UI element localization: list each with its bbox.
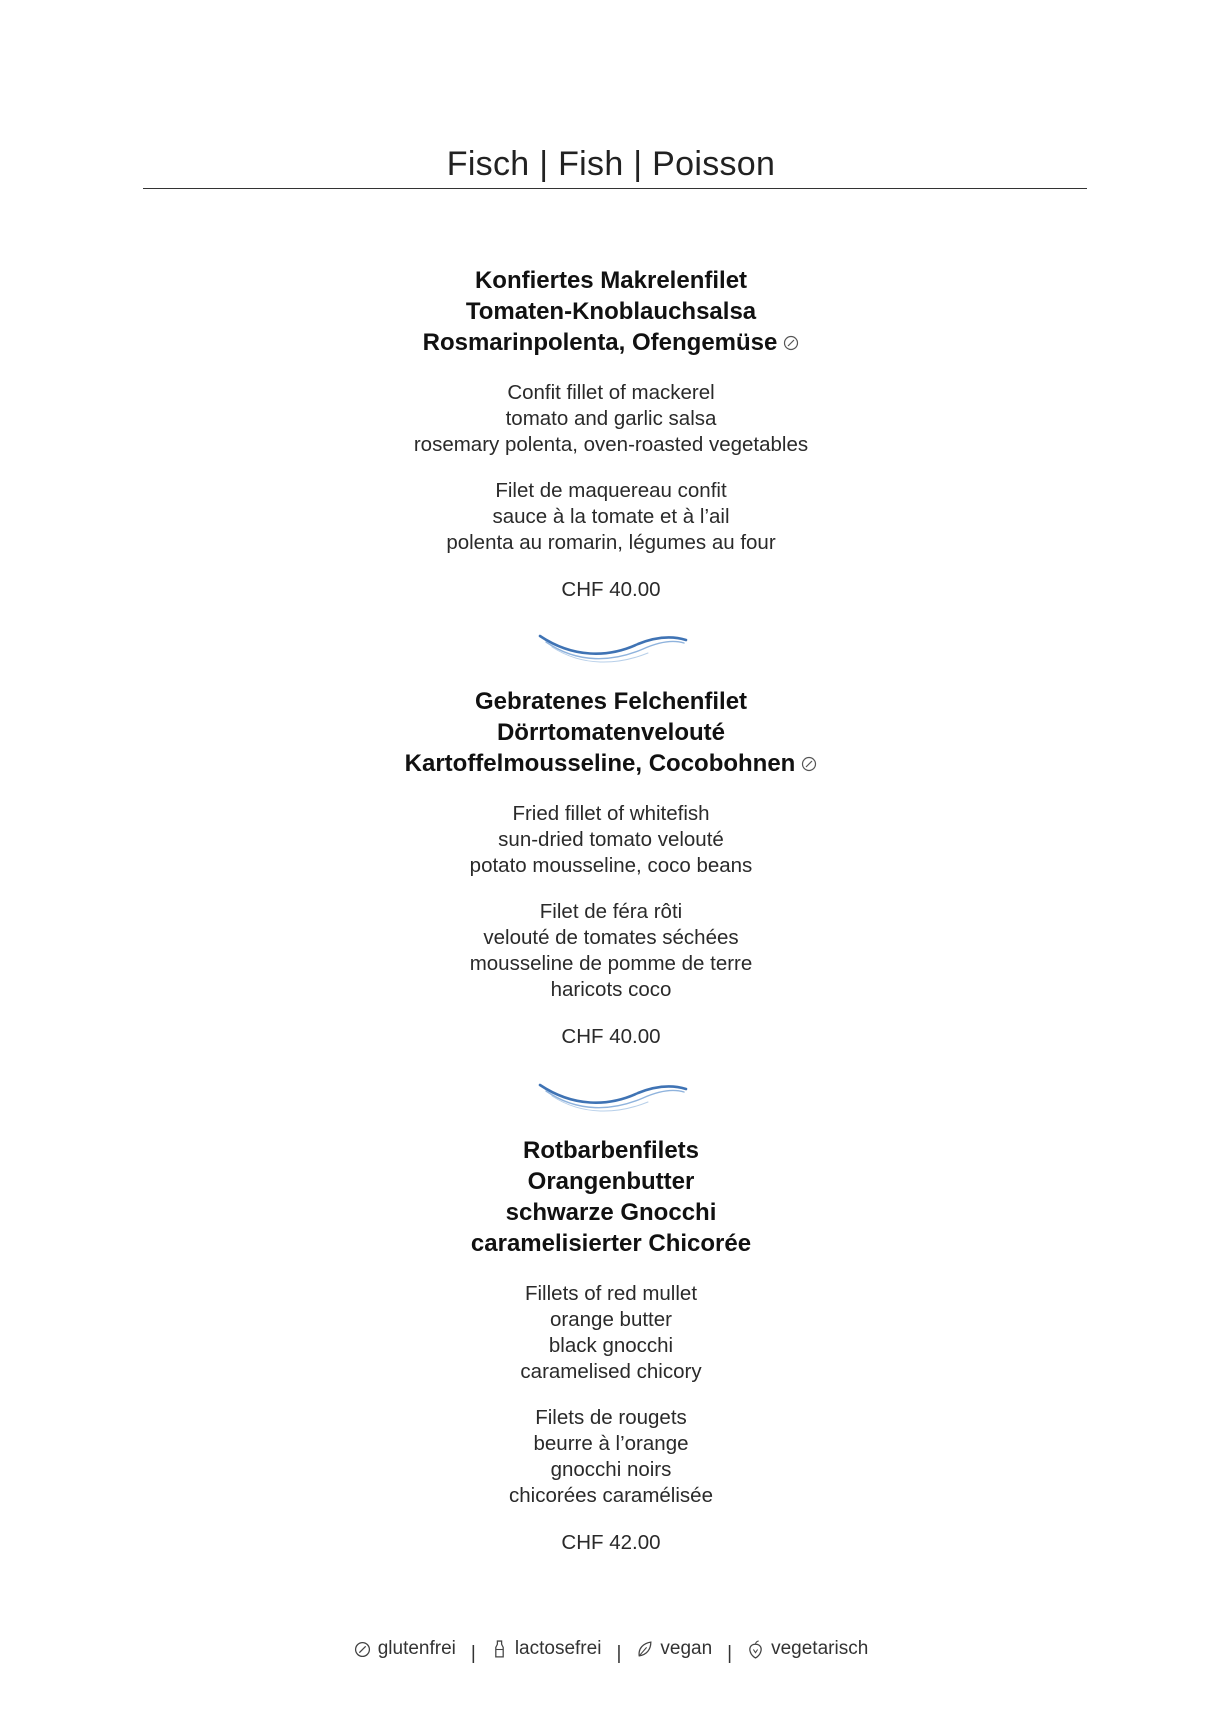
price: CHF 40.00: [561, 1025, 661, 1048]
dish-name: [0, 1135, 1222, 1259]
dish-name-line: [0, 327, 1222, 358]
description-line: chicorées caramélisée: [509, 1484, 713, 1507]
legend-item-lactosefrei: [491, 1638, 602, 1660]
description-line: Filet de féra rôti: [539, 900, 683, 923]
legend-label: vegan: [660, 1638, 713, 1659]
dish-3: [0, 1135, 1222, 1555]
legend-item-vegan: [636, 1638, 712, 1660]
price: CHF 42.00: [561, 1531, 661, 1554]
legend-label: glutenfrei: [377, 1638, 456, 1659]
description-en: [0, 380, 1222, 458]
page-title: Fisch | Fish | Poisson: [446, 145, 776, 183]
dish-name-line: Rotbarbenfilets: [522, 1137, 699, 1164]
description-fr: [0, 1405, 1222, 1509]
description-line: velouté de tomates séchées: [483, 926, 739, 949]
wave-divider-icon: [538, 628, 688, 668]
description-line: Filet de maquereau confit: [495, 479, 727, 502]
description-line: gnocchi noirs: [550, 1458, 672, 1481]
legend-label: vegetarisch: [771, 1638, 869, 1659]
glutenfrei-icon: [354, 1640, 371, 1659]
description-line: polenta au romarin, légumes au four: [446, 531, 776, 554]
legend-item-vegetarisch: [747, 1638, 868, 1660]
description-line: tomato and garlic salsa: [505, 407, 717, 430]
description-line: black gnocchi: [548, 1334, 674, 1357]
dish-name-line: caramelisierter Chicorée: [470, 1230, 752, 1257]
description-line: Confit fillet of mackerel: [507, 381, 715, 404]
description-line: Fillets of red mullet: [524, 1282, 698, 1305]
description-line: caramelised chicory: [520, 1360, 702, 1383]
description-line: beurre à l’orange: [533, 1432, 689, 1455]
description-line: Filets de rougets: [535, 1406, 687, 1429]
legend-label: lactosefrei: [514, 1638, 602, 1659]
lactosefrei-icon: [491, 1640, 508, 1659]
dish-name-text: Rosmarinpolenta, Ofengemüse: [422, 329, 778, 356]
legend: [0, 1638, 1222, 1665]
legend-separator: |: [727, 1642, 733, 1664]
glutenfrei-icon: [783, 335, 799, 351]
legend-separator: |: [616, 1642, 622, 1664]
dish-1: [0, 265, 1222, 602]
description-line: haricots coco: [550, 978, 672, 1001]
legend-item-glutenfrei: [354, 1638, 456, 1660]
wave-divider-icon: [538, 1077, 688, 1117]
description-line: rosemary polenta, oven-roasted vegetables: [413, 433, 809, 456]
vegan-icon: [636, 1640, 653, 1659]
dish-name-line: Orangenbutter: [527, 1168, 695, 1195]
description-en: [0, 1281, 1222, 1385]
glutenfrei-icon: [801, 756, 817, 772]
description-fr: [0, 478, 1222, 556]
dish-2: [0, 686, 1222, 1049]
legend-separator: |: [470, 1642, 476, 1664]
price: CHF 40.00: [561, 578, 661, 601]
description-line: sauce à la tomate et à l’ail: [492, 505, 730, 528]
dish-name-line: schwarze Gnocchi: [505, 1199, 717, 1226]
description-en: [0, 801, 1222, 879]
dish-name-line: [0, 748, 1222, 779]
dish-name-line: Dörrtomatenvelouté: [496, 719, 726, 746]
description-fr: [0, 899, 1222, 1003]
dish-name: [0, 686, 1222, 779]
dish-name: [0, 265, 1222, 358]
description-line: sun-dried tomato velouté: [498, 828, 724, 851]
description-line: Fried fillet of whitefish: [512, 802, 710, 825]
dish-name-line: Tomaten-Knoblauchsalsa: [465, 298, 757, 325]
dish-name-line: Konfiertes Makrelenfilet: [474, 267, 748, 294]
description-line: mousseline de pomme de terre: [469, 952, 753, 975]
description-line: potato mousseline, coco beans: [469, 854, 753, 877]
dish-name-text: Kartoffelmousseline, Cocobohnen: [404, 750, 796, 777]
description-line: orange butter: [550, 1308, 672, 1331]
title-divider: [143, 188, 1087, 189]
dish-name-line: Gebratenes Felchenfilet: [474, 688, 748, 715]
vegetarisch-icon: [747, 1640, 764, 1659]
